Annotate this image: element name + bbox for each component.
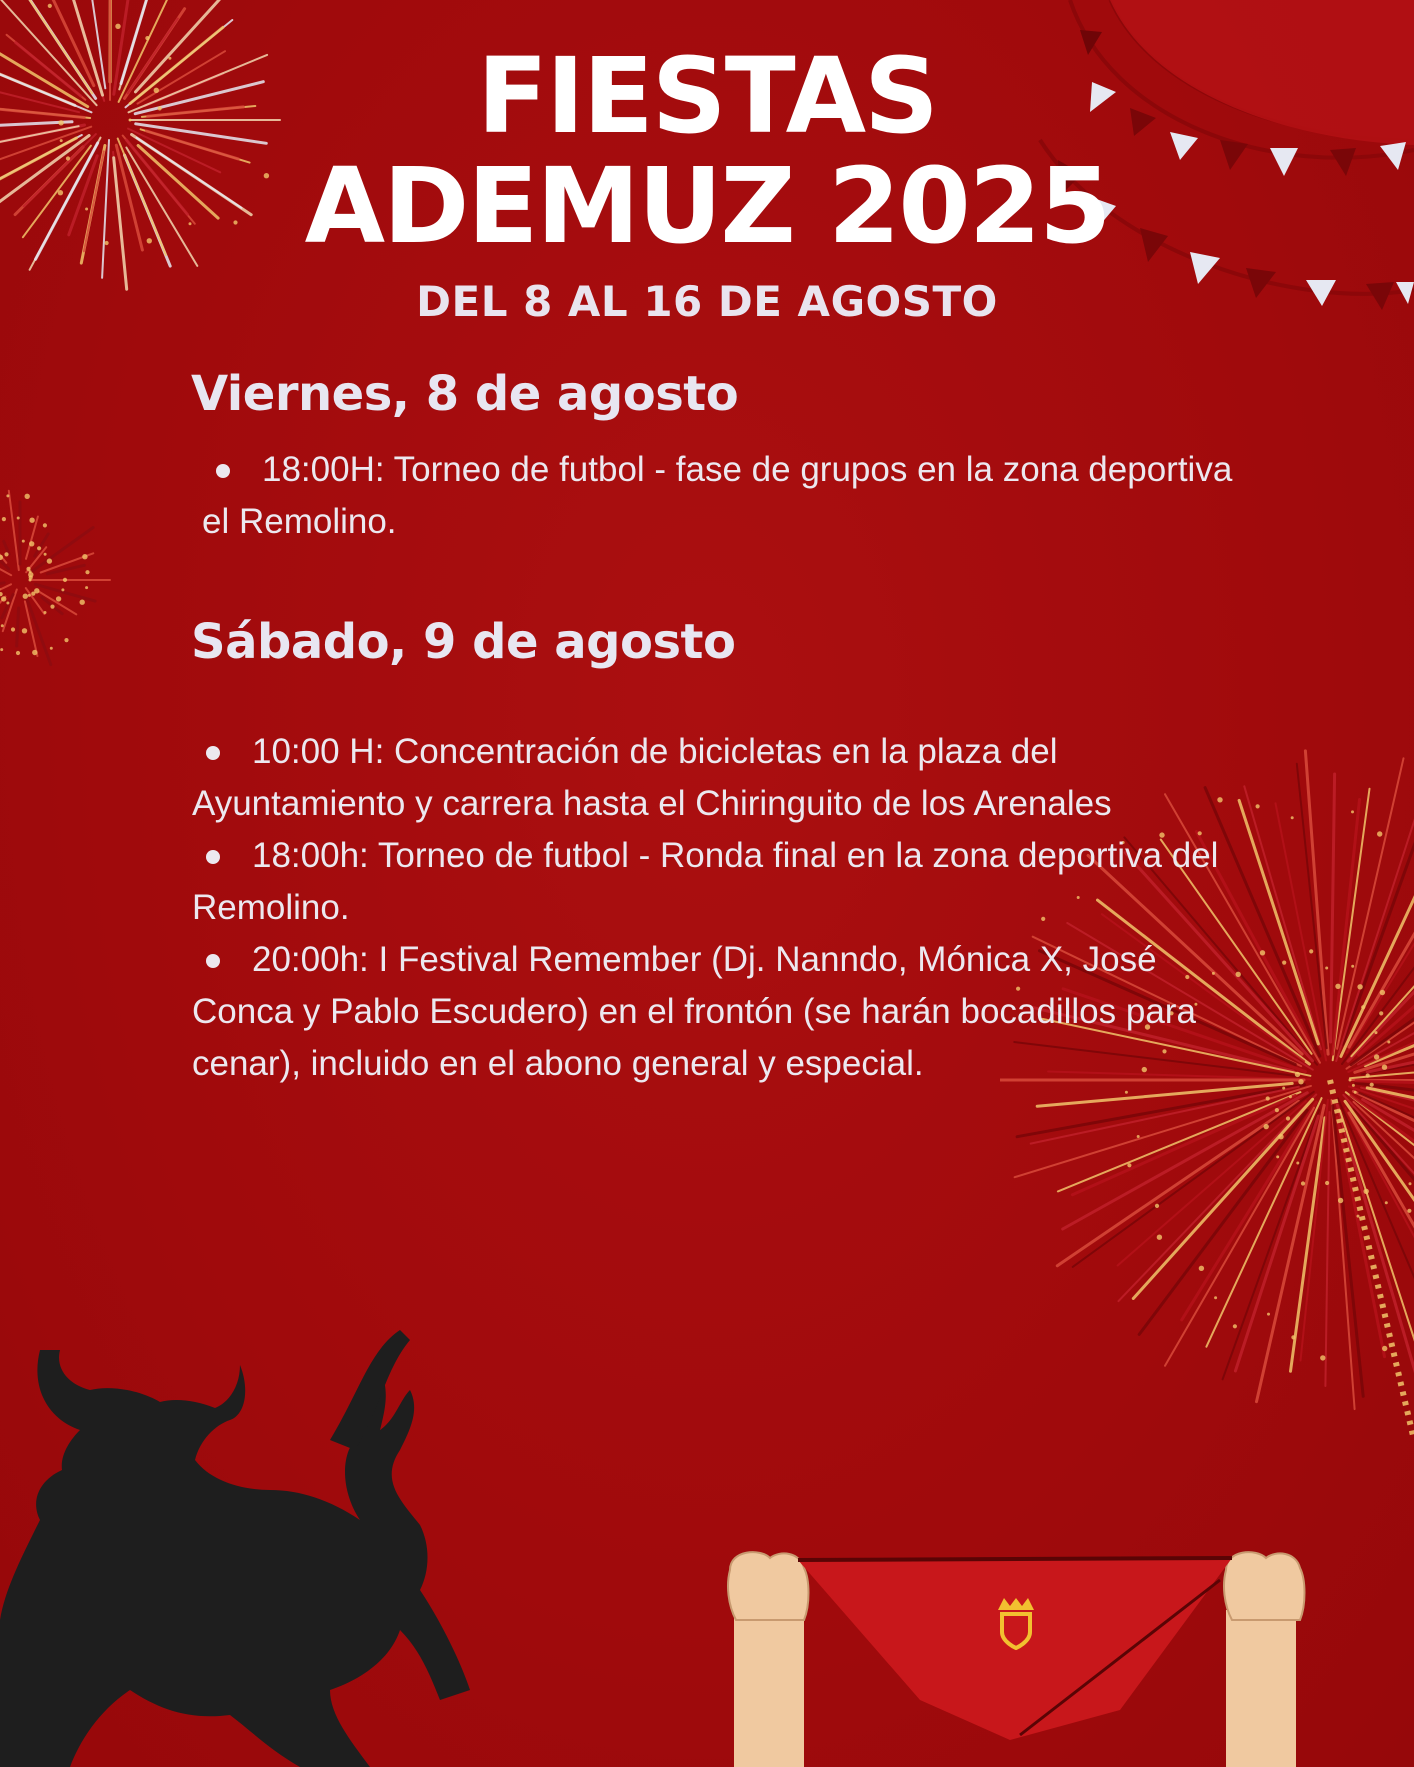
event-text: 20:00h: I Festival Remember (Dj. Nanndo, Mónica X, José Conca y Pablo Escudero) en el frontón (se harán bocadillos para cenar), incluido en el abono general y especial.	[192, 940, 1196, 1083]
event-item	[202, 444, 1252, 548]
bullet-icon	[206, 850, 220, 864]
event-item	[192, 934, 1252, 1090]
event-list	[202, 444, 1252, 548]
bullet-icon	[206, 954, 220, 968]
event-text: 18:00h: Torneo de futbol - Ronda final en la zona deportiva del Remolino.	[192, 836, 1219, 927]
day-heading: Sábado, 9 de agosto	[191, 614, 736, 670]
sparkle-burst-icon	[0, 430, 130, 750]
event-list	[192, 726, 1252, 1090]
day-heading: Viernes, 8 de agosto	[191, 366, 739, 422]
event-text: 10:00 H: Concentración de bicicletas en la plaza del Ayuntamiento y carrera hasta el Chiringuito de los Arenales	[192, 732, 1112, 823]
bullet-icon	[216, 464, 230, 478]
bull-icon	[0, 1330, 520, 1767]
scarf-icon	[720, 1550, 1310, 1767]
bullet-icon	[206, 746, 220, 760]
subtitle-dates: DEL 8 AL 16 DE AGOSTO	[416, 277, 998, 326]
event-item	[192, 830, 1252, 934]
event-text: 18:00H: Torneo de futbol - fase de grupos en la zona deportiva el Remolino.	[202, 450, 1233, 541]
title-line-1: FIESTAS	[477, 35, 937, 157]
title-line-2: ADEMUZ 2025	[304, 145, 1110, 267]
event-item	[192, 726, 1252, 830]
